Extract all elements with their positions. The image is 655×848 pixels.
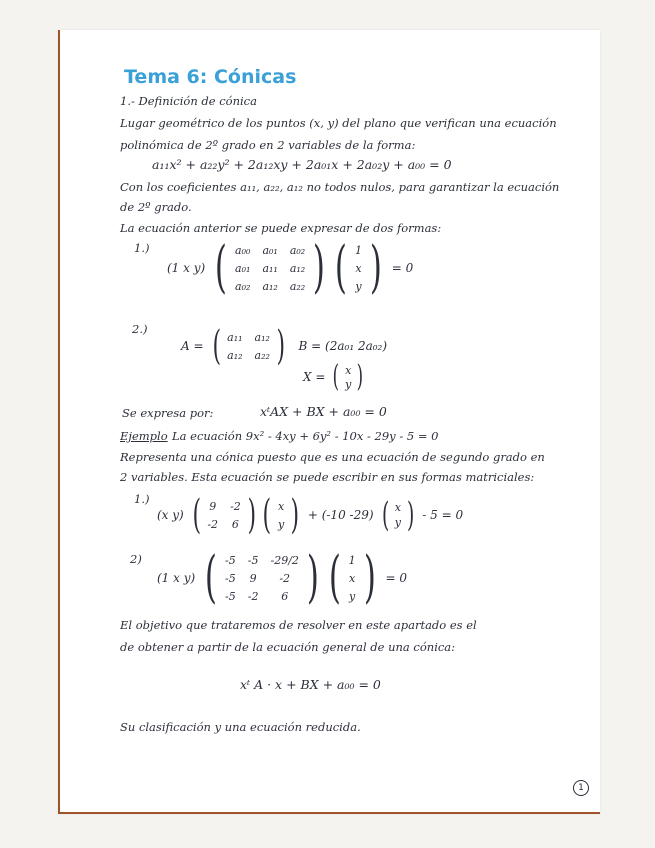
text-line-9: de obtener a partir de la ecuación general de una cónica: [120,640,456,654]
matrix-A [224,331,273,362]
matrix-cell: -2 [279,571,291,585]
matrix-cell: a₀₀ [235,243,251,257]
matrix-cell: 9 [209,499,217,513]
example-form-2-number: 2) [130,552,142,566]
page-title: Tema 6: Cónicas [124,66,297,88]
vector-cell: x [349,571,356,585]
matrix-cell: 6 [281,589,289,603]
example-vector-X-2 [392,501,404,529]
matrix-cell: -2 [230,499,241,513]
matrix-cell: a₁₂ [262,279,278,293]
matrix-cell: -5 [225,589,236,603]
matrix-cell: 9 [249,571,257,585]
example-full-matrix [222,554,302,603]
text-line-2: polinómica de 2º grado en 2 variables de la forma: [120,138,416,152]
matrix-cell: -5 [225,553,236,567]
matrix-cell: a₀₂ [289,243,306,257]
text-line-8: El objetivo que trataremos de resolver en este apartado es el [120,618,477,632]
B-definition: B = (2a₀₁ 2a₀₂) [298,339,388,353]
form-1-matrix-expression: (1 x y) ( a₀₀ a₀₁ a₀₂ a₀₁ a₁₁ a₁₂ a₀₂ a₁₂ a₂₂ ) ( 1 x y ) = 0 [162,240,418,296]
matrix-cell: a₁₂ [254,330,270,344]
matrix-cell: a₁₁ [227,330,243,344]
constant-term: - 5 = 0 [422,508,464,522]
se-expresa-label: Se expresa por: [122,406,214,420]
vector-cell: x [345,363,352,377]
example-column-vector [346,554,359,603]
vector-cell: y [394,516,402,529]
vector-cell: y [278,517,285,531]
text-line-1: Lugar geométrico de los puntos (x, y) del plano que verifican una ecuación [120,116,557,130]
form-1-number: 1.) [134,241,150,255]
example-form-1-number: 1.) [134,492,150,506]
matrix-cell: -29/2 [270,553,299,567]
row-vector-xy: (x y) [157,508,184,522]
general-equation: a₁₁x² + a₂₂y² + 2a₁₂xy + 2a₀₁x + 2a₀₂y + a₀₀ = 0 [152,157,452,172]
matrix-cell: a₂₂ [289,279,306,293]
vector-cell: x [394,501,402,514]
matrix-A-definition: A = ( a₁₁ a₁₂ a₁₂ a₂₂ ) B = (2a₀₁ 2a₀₂) [176,326,392,366]
ejemplo-equation: La ecuación 9x² - 4xy + 6y² - 10x - 29y - 5 = 0 [172,429,439,443]
vector-cell: 1 [354,243,362,257]
matrix-cell: 6 [231,517,239,531]
vector-cell: y [345,377,352,391]
column-vector [352,244,365,293]
example-matrix-A [204,500,243,531]
example-form-1-expression: (x y) ( 9 -2 -2 6 ) ( x y ) + (-10 -29) ( x y ) - 5 = 0 [152,495,468,535]
vector-X [342,364,354,391]
text-line-5: La ecuación anterior se puede expresar de dos formas: [120,221,442,235]
equals-zero-2: = 0 [385,571,407,585]
matrix-cell: a₀₂ [235,279,251,293]
matrix-cell: a₁₂ [289,261,306,275]
linear-term: + (-10 -29) [307,508,374,522]
example-form-2-expression: (1 x y) ( -5 -5 -29/2 -5 9 -2 -5 -2 6 ) ( 1 x y ) = 0 [152,550,412,606]
matrix-form-equation: xᵗAX + BX + a₀₀ = 0 [260,404,387,419]
equals-zero: = 0 [391,261,414,275]
vector-cell: x [278,499,285,513]
matrix-cell: a₀₁ [262,243,278,257]
page-number: 1 [573,780,589,796]
vector-cell: x [355,261,362,275]
example-vector-X [275,500,287,531]
row-vector-1xy: (1 x y) [167,261,206,275]
text-line-10: Su clasificación y una ecuación reducida. [120,720,361,734]
matrix-cell: a₁₂ [227,348,243,362]
A-label: A = [181,339,204,353]
matrix-cell: a₂₂ [254,348,270,362]
row-vector-1xy-2: (1 x y) [157,571,196,585]
section-heading: 1.- Definición de cónica [120,94,257,108]
X-label: X = [303,370,326,384]
text-line-7: 2 variables. Esta ecuación se puede escribir en sus formas matriciales: [120,470,535,484]
matrix-cell: -5 [247,553,259,567]
text-line-6: Representa una cónica puesto que es una ecuación de segundo grado en [120,450,545,464]
form-2-number: 2.) [132,322,148,336]
matrix-cell: a₁₁ [262,261,278,275]
text-line-4: de 2º grado. [120,200,192,214]
matrix-X-definition: X = ( x y ) [298,362,366,392]
vector-cell: y [355,279,362,293]
ejemplo-label: Ejemplo [120,429,168,443]
matrix-cell: a₀₁ [235,261,251,275]
matrix-cell: -5 [225,571,236,585]
vector-cell: y [349,589,356,603]
matrix-cell: -2 [247,589,259,603]
final-equation: xᵗ A · x + BX + a₀₀ = 0 [240,677,381,692]
matrix-cell: -2 [207,517,219,531]
coefficient-matrix [232,244,308,293]
vector-cell: 1 [348,553,356,567]
text-line-3: Con los coeficientes a₁₁, a₂₂, a₁₂ no todos nulos, para garantizar la ecuación [120,180,560,194]
paper-sheet [58,30,600,814]
